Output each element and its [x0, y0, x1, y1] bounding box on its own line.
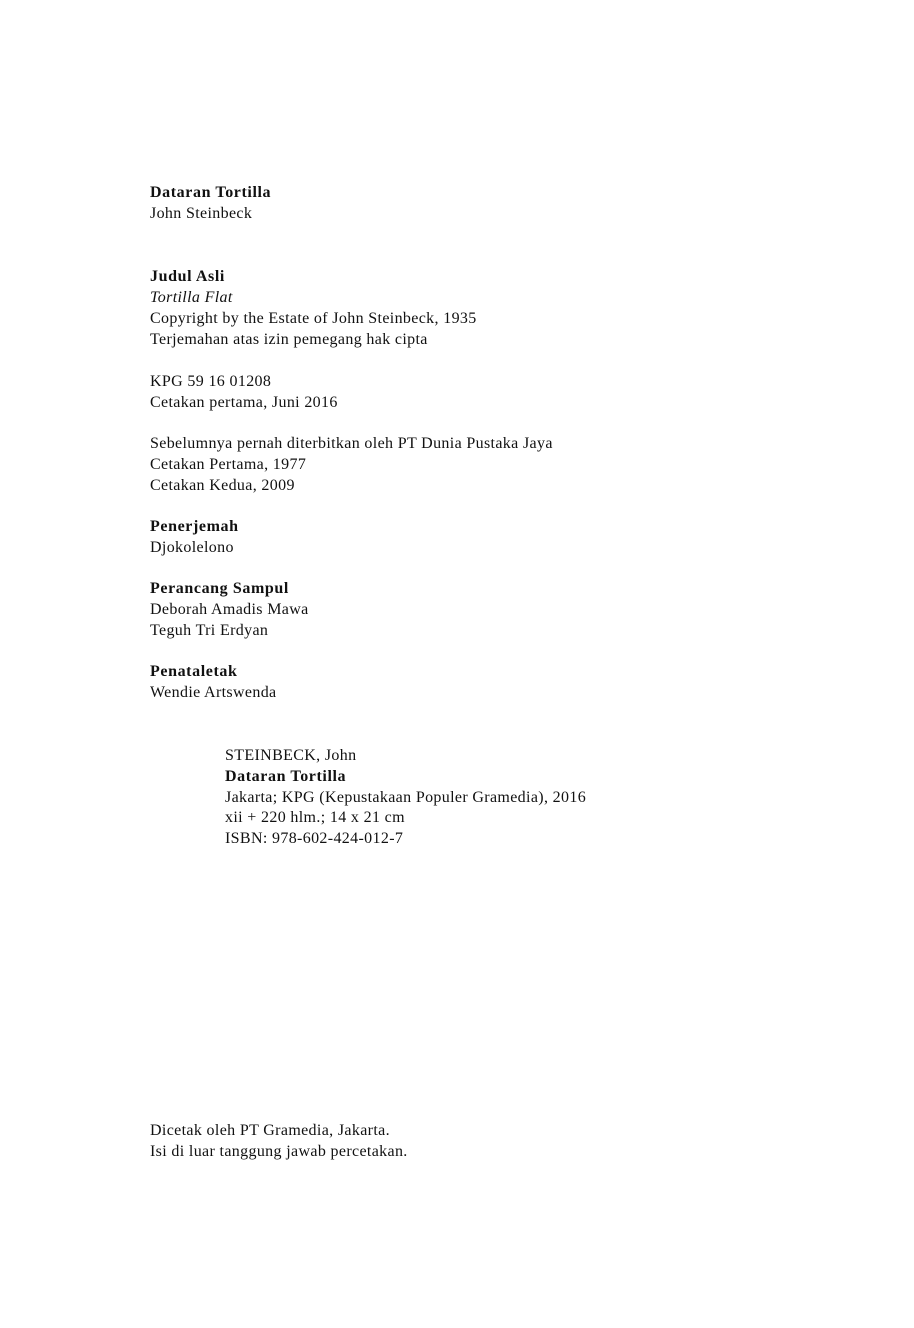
translator-name: Djokolelono	[150, 539, 234, 556]
printer-disclaimer: Isi di luar tanggung jawab percetakan.	[150, 1143, 408, 1160]
translator-heading: Penerjemah	[150, 518, 239, 535]
previous-second-printing: Cetakan Kedua, 2009	[150, 477, 295, 494]
edition-printing: Cetakan pertama, Juni 2016	[150, 394, 338, 411]
original-title: Tortilla Flat	[150, 289, 233, 306]
original-title-heading: Judul Asli	[150, 268, 225, 285]
previous-publisher-note: Sebelumnya pernah diterbitkan oleh PT Dunia Pustaka Jaya	[150, 435, 553, 452]
printer-note: Dicetak oleh PT Gramedia, Jakarta.	[150, 1122, 390, 1139]
catalog-title: Dataran Tortilla	[225, 768, 347, 785]
edition-code: KPG 59 16 01208	[150, 373, 272, 390]
copyright-notice: Copyright by the Estate of John Steinbeck, 1935	[150, 310, 477, 327]
cover-designer-name: Deborah Amadis Mawa	[150, 601, 309, 618]
catalog-physical-description: xii + 220 hlm.; 14 x 21 cm	[225, 809, 405, 826]
book-title: Dataran Tortilla	[150, 184, 272, 201]
translation-permission: Terjemahan atas izin pemegang hak cipta	[150, 331, 428, 348]
catalog-publisher: Jakarta; KPG (Kepustakaan Populer Gramedia), 2016	[225, 789, 587, 806]
catalog-author: STEINBECK, John	[225, 747, 357, 764]
cover-designer-heading: Perancang Sampul	[150, 580, 289, 597]
cover-designer-name: Teguh Tri Erdyan	[150, 622, 269, 639]
previous-first-printing: Cetakan Pertama, 1977	[150, 456, 307, 473]
catalog-isbn: ISBN: 978-602-424-012-7	[225, 830, 404, 847]
book-author: John Steinbeck	[150, 205, 253, 222]
layout-artist-heading: Penataletak	[150, 663, 238, 680]
layout-artist-name: Wendie Artswenda	[150, 684, 277, 701]
